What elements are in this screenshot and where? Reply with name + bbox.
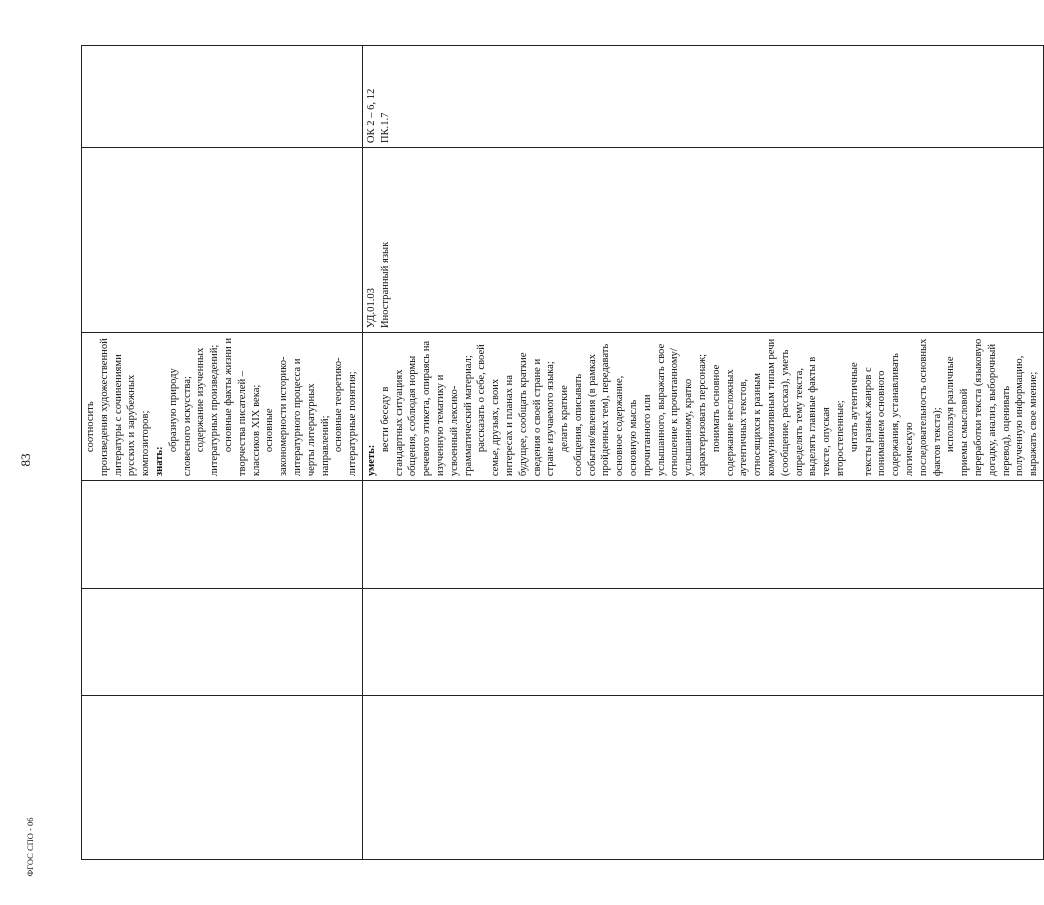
cell-empty xyxy=(362,695,1043,859)
discipline-text: УД.01.03 Иностранный язык xyxy=(365,241,391,329)
text-line: делать краткие сообщения, описывать события/явления (в рамках пройденных тем), передавать основное содержание, основную мысль прочитанного или услышанного, выражать свое отношение к прочитанному/услышанному, кратко характеризовать персонаж; xyxy=(559,343,709,477)
table-row xyxy=(82,46,363,860)
rotated-table-container xyxy=(81,45,1040,860)
cell-empty xyxy=(82,589,363,696)
cell-knowledge xyxy=(82,333,363,481)
text-line: рассказать о себе, своей семье, друзьях, своих интересах и планах на будущее, сообщать краткие сведения о своей стране и стране изучаемого языка; xyxy=(476,344,557,477)
cell-competencies xyxy=(362,46,1043,148)
cell-empty xyxy=(82,481,363,589)
competency-codes: ОК 2 – 6, 12 ПК.1.7 xyxy=(365,88,391,144)
cell-empty xyxy=(82,148,363,333)
cell-empty xyxy=(362,481,1043,589)
text-line: содержание изученных литературных произведений; xyxy=(195,344,221,477)
footer-code: ФГОС СПО - 06 xyxy=(25,817,35,877)
section-label: знать: xyxy=(153,446,165,477)
competency-table xyxy=(81,45,1044,860)
cell-skills xyxy=(362,333,1043,481)
text-line: используя различные приемы смысловой переработки текста (языковую догадку, анализ, выборочный перевод), оценивать полученную информацию, выражать свое мнение; xyxy=(945,338,1040,477)
page-number: 83 xyxy=(18,453,33,467)
cell-empty xyxy=(82,695,363,859)
text-line: соотносить произведения художественной литературы с сочинениями русских и зарубежных композиторов; xyxy=(85,338,152,477)
text-line: понимать основное содержание несложных аутентичных текстов, относящихся к разным коммуникативным типам речи (сообщение, рассказ), уметь определять тему текста, выделять главные факты в тексте, опуская второстепенные; xyxy=(710,338,847,477)
text-line: основные теоретико-литературные понятия; xyxy=(333,357,359,477)
text-line: читать аутентичные тексты разных жанров с пониманием основного содержания, устанавливать логическую последовательность основных фактов текста); xyxy=(848,338,943,477)
table-row xyxy=(362,46,1043,860)
cell-empty xyxy=(362,589,1043,696)
text-line: вести беседу в стандартных ситуациях общения, соблюдая нормы речевого этикета, опираясь на изученную тематику и усвоенный лексико-грамматический материал; xyxy=(379,340,474,477)
cell-empty xyxy=(82,46,363,148)
cell-discipline xyxy=(362,148,1043,333)
text-line: образную природу словесного искусства; xyxy=(167,368,193,477)
text-line: основные факты жизни и творчества писателей – классиков XIX века; xyxy=(222,337,262,477)
text-line: основные закономерности историко-литературного процесса и черты литературных направлений; xyxy=(264,356,331,477)
section-label: уметь: xyxy=(365,444,377,477)
